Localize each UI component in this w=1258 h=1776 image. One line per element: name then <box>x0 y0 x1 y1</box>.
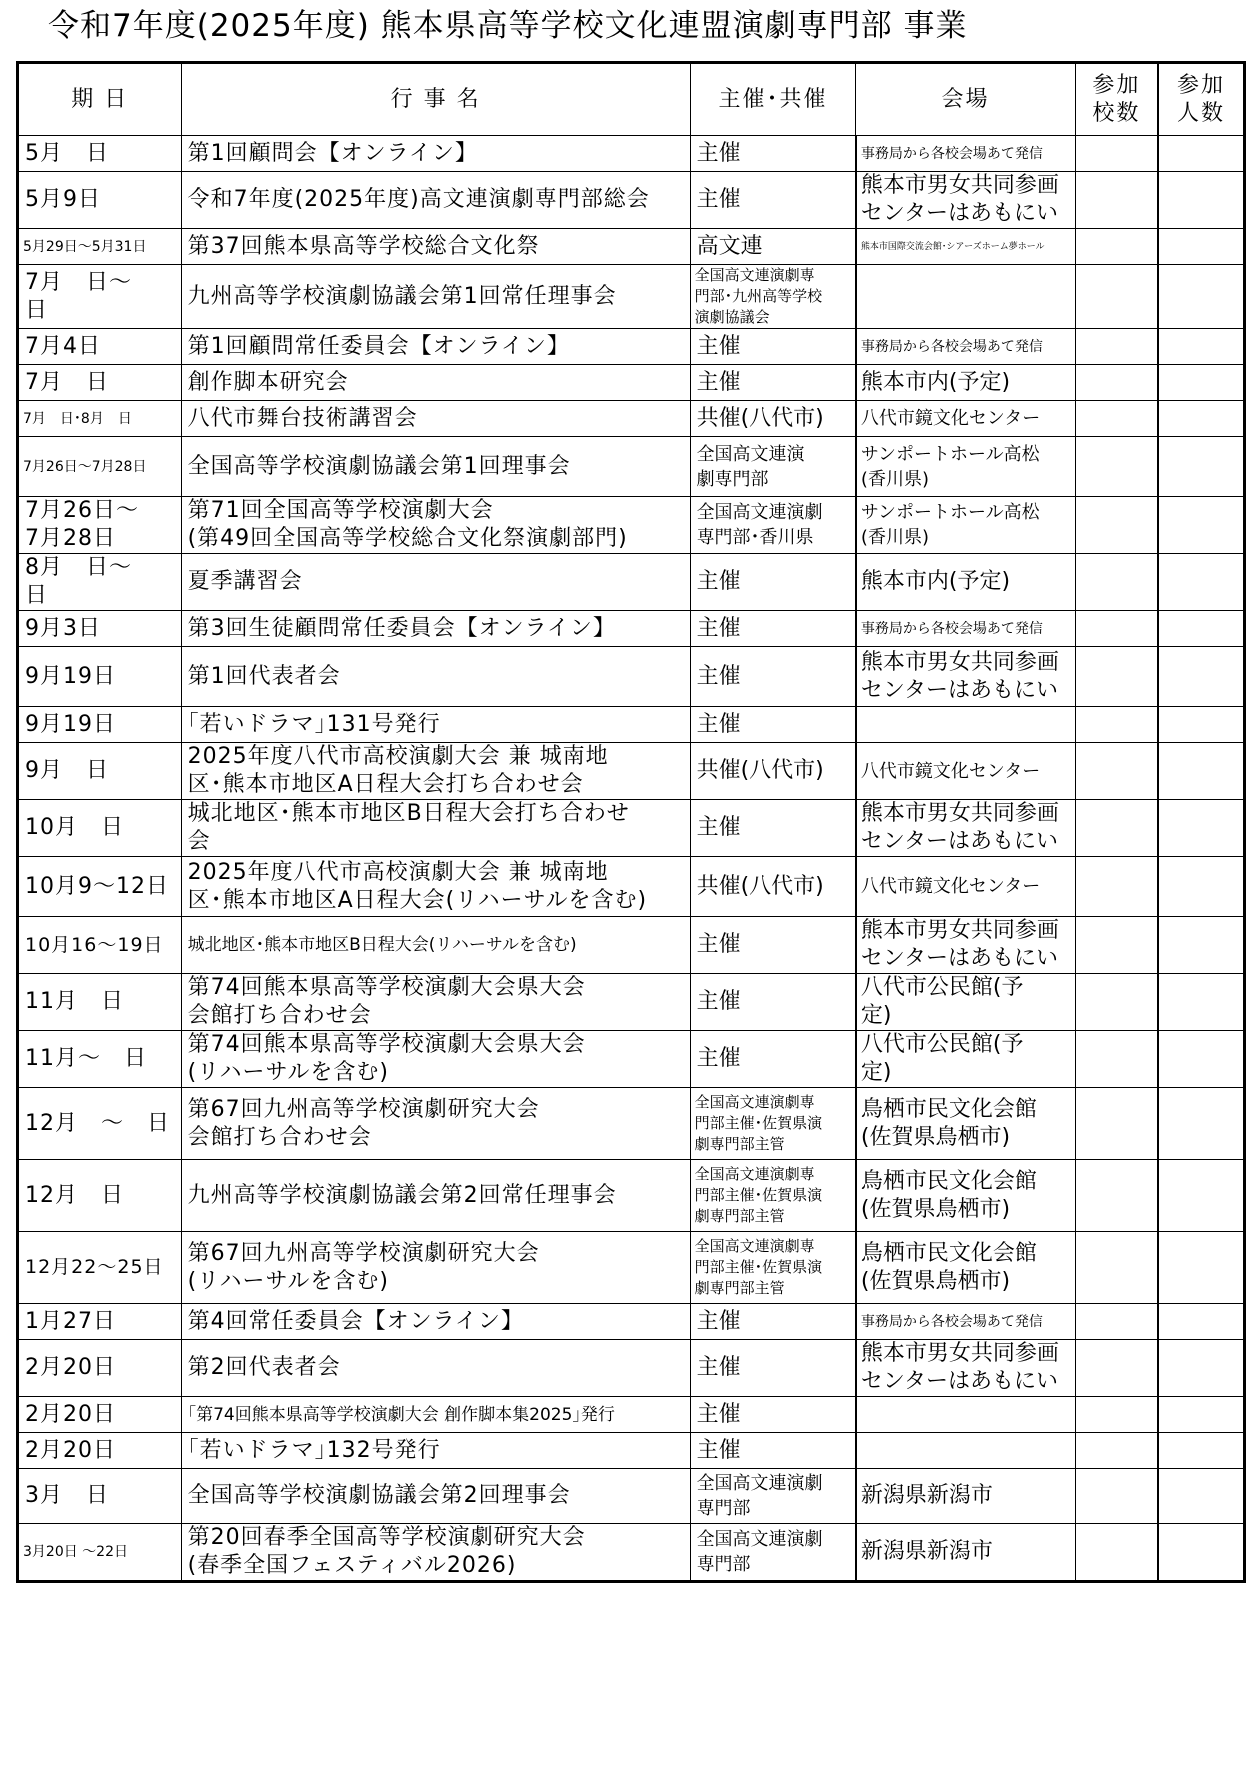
event-cell: 八代市舞台技術講習会 <box>181 401 690 437</box>
table-row <box>18 1397 1245 1433</box>
venue-cell <box>856 265 1075 329</box>
header-date: 期 日 <box>18 63 182 136</box>
people-cell <box>1158 974 1244 1031</box>
table-row <box>18 917 1245 974</box>
schools-cell <box>1075 172 1158 229</box>
organizer-cell: 共催(八代市) <box>690 401 856 437</box>
schools-cell <box>1075 136 1158 172</box>
date-cell: 2月20日 <box>18 1433 182 1469</box>
venue-cell: 熊本市男女共同参画 センターはあもにい <box>856 172 1075 229</box>
date-cell: 7月4日 <box>18 329 182 365</box>
event-cell: 九州高等学校演劇協議会第1回常任理事会 <box>181 265 690 329</box>
organizer-cell: 主催 <box>690 611 856 647</box>
date-cell: 11月 日 <box>18 974 182 1031</box>
schools-cell <box>1075 229 1158 265</box>
table-row <box>18 497 1245 554</box>
event-cell: 第20回春季全国高等学校演劇研究大会 (春季全国フェスティバル2026) <box>181 1524 690 1582</box>
date-cell: 7月 日･8月 日 <box>18 401 182 437</box>
venue-cell: 新潟県新潟市 <box>856 1524 1075 1582</box>
header-schools: 参加 校数 <box>1075 63 1158 136</box>
venue-cell <box>856 707 1075 743</box>
organizer-cell: 主催 <box>690 1397 856 1433</box>
people-cell <box>1158 265 1244 329</box>
people-cell <box>1158 1232 1244 1304</box>
date-cell: 9月19日 <box>18 707 182 743</box>
people-cell <box>1158 401 1244 437</box>
header-event: 行 事 名 <box>181 63 690 136</box>
organizer-cell: 主催 <box>690 1304 856 1340</box>
schools-cell <box>1075 1232 1158 1304</box>
people-cell <box>1158 136 1244 172</box>
event-cell: 第74回熊本県高等学校演劇大会県大会 (リハーサルを含む) <box>181 1031 690 1088</box>
people-cell <box>1158 743 1244 800</box>
table-row <box>18 136 1245 172</box>
schools-cell <box>1075 707 1158 743</box>
header-venue: 会場 <box>856 63 1075 136</box>
event-cell: 城北地区･熊本市地区B日程大会(リハーサルを含む) <box>181 917 690 974</box>
schools-cell <box>1075 1469 1158 1524</box>
venue-cell: 鳥栖市民文化会館 (佐賀県鳥栖市) <box>856 1088 1075 1160</box>
event-cell: 2025年度八代市高校演劇大会 兼 城南地 区･熊本市地区A日程大会打ち合わせ会 <box>181 743 690 800</box>
people-cell <box>1158 857 1244 917</box>
people-cell <box>1158 554 1244 611</box>
organizer-cell: 主催 <box>690 1340 856 1397</box>
table-row <box>18 857 1245 917</box>
schools-cell <box>1075 974 1158 1031</box>
people-cell <box>1158 707 1244 743</box>
schools-cell <box>1075 329 1158 365</box>
venue-cell <box>856 1397 1075 1433</box>
event-cell: 2025年度八代市高校演劇大会 兼 城南地 区･熊本市地区A日程大会(リハーサルを含む) <box>181 857 690 917</box>
schools-cell <box>1075 1433 1158 1469</box>
people-cell <box>1158 1340 1244 1397</box>
people-cell <box>1158 917 1244 974</box>
date-cell: 5月29日〜5月31日 <box>18 229 182 265</box>
table-row <box>18 1304 1245 1340</box>
table-row <box>18 1469 1245 1524</box>
event-cell: 第74回熊本県高等学校演劇大会県大会 会館打ち合わせ会 <box>181 974 690 1031</box>
date-cell: 7月 日〜 日 <box>18 265 182 329</box>
events-table <box>16 61 1246 1583</box>
venue-cell: 事務局から各校会場あて発信 <box>856 611 1075 647</box>
venue-cell: サンポートホール高松 (香川県) <box>856 437 1075 497</box>
table-row <box>18 1031 1245 1088</box>
event-cell: 城北地区･熊本市地区B日程大会打ち合わせ 会 <box>181 800 690 857</box>
event-cell: 第67回九州高等学校演劇研究大会 (リハーサルを含む) <box>181 1232 690 1304</box>
venue-cell: 八代市公民館(予 定) <box>856 1031 1075 1088</box>
date-cell: 2月20日 <box>18 1397 182 1433</box>
event-cell: 第67回九州高等学校演劇研究大会 会館打ち合わせ会 <box>181 1088 690 1160</box>
date-cell: 1月27日 <box>18 1304 182 1340</box>
header-organizer: 主催･共催 <box>690 63 856 136</box>
table-row <box>18 1524 1245 1582</box>
venue-cell: 熊本市内(予定) <box>856 365 1075 401</box>
schools-cell <box>1075 611 1158 647</box>
table-row <box>18 1232 1245 1304</box>
organizer-cell: 主催 <box>690 800 856 857</box>
schools-cell <box>1075 265 1158 329</box>
event-cell: 全国高等学校演劇協議会第2回理事会 <box>181 1469 690 1524</box>
people-cell <box>1158 647 1244 707</box>
schools-cell <box>1075 1340 1158 1397</box>
table-row <box>18 800 1245 857</box>
venue-cell: 事務局から各校会場あて発信 <box>856 329 1075 365</box>
venue-cell: 熊本市男女共同参画 センターはあもにい <box>856 800 1075 857</box>
table-row <box>18 329 1245 365</box>
people-cell <box>1158 1031 1244 1088</box>
table-row <box>18 401 1245 437</box>
schools-cell <box>1075 743 1158 800</box>
table-row <box>18 707 1245 743</box>
people-cell <box>1158 229 1244 265</box>
event-cell: 第3回生徒顧問常任委員会【オンライン】 <box>181 611 690 647</box>
organizer-cell: 主催 <box>690 974 856 1031</box>
schools-cell <box>1075 554 1158 611</box>
organizer-cell: 共催(八代市) <box>690 743 856 800</box>
event-cell: 令和7年度(2025年度)高文連演劇専門部総会 <box>181 172 690 229</box>
schools-cell <box>1075 917 1158 974</box>
organizer-cell: 主催 <box>690 707 856 743</box>
date-cell: 9月19日 <box>18 647 182 707</box>
organizer-cell: 全国高文連演 劇専門部 <box>690 437 856 497</box>
date-cell: 10月16〜19日 <box>18 917 182 974</box>
date-cell: 10月 日 <box>18 800 182 857</box>
event-cell: 第71回全国高等学校演劇大会 (第49回全国高等学校総合文化祭演劇部門) <box>181 497 690 554</box>
event-cell: ｢第74回熊本県高等学校演劇大会 創作脚本集2025｣発行 <box>181 1397 690 1433</box>
venue-cell: 事務局から各校会場あて発信 <box>856 136 1075 172</box>
organizer-cell: 主催 <box>690 1433 856 1469</box>
people-cell <box>1158 1160 1244 1232</box>
organizer-cell: 高文連 <box>690 229 856 265</box>
organizer-cell: 主催 <box>690 365 856 401</box>
table-row <box>18 437 1245 497</box>
schools-cell <box>1075 1088 1158 1160</box>
organizer-cell: 主催 <box>690 329 856 365</box>
schools-cell <box>1075 857 1158 917</box>
schools-cell <box>1075 365 1158 401</box>
event-cell: ｢若いドラマ｣132号発行 <box>181 1433 690 1469</box>
schools-cell <box>1075 647 1158 707</box>
date-cell: 3月20日 〜22日 <box>18 1524 182 1582</box>
event-cell: 第1回代表者会 <box>181 647 690 707</box>
event-cell: 第4回常任委員会【オンライン】 <box>181 1304 690 1340</box>
venue-cell <box>856 1433 1075 1469</box>
schools-cell <box>1075 1031 1158 1088</box>
venue-cell: 熊本市国際交流会館･シアーズホーム夢ホール <box>856 229 1075 265</box>
event-cell: 第1回顧問常任委員会【オンライン】 <box>181 329 690 365</box>
venue-cell: 新潟県新潟市 <box>856 1469 1075 1524</box>
event-cell: 第1回顧問会【オンライン】 <box>181 136 690 172</box>
schools-cell <box>1075 1304 1158 1340</box>
schools-cell <box>1075 401 1158 437</box>
table-row <box>18 743 1245 800</box>
people-cell <box>1158 172 1244 229</box>
organizer-cell: 共催(八代市) <box>690 857 856 917</box>
event-cell: ｢若いドラマ｣131号発行 <box>181 707 690 743</box>
people-cell <box>1158 437 1244 497</box>
people-cell <box>1158 497 1244 554</box>
organizer-cell: 全国高文連演劇 専門部 <box>690 1524 856 1582</box>
venue-cell: 熊本市男女共同参画 センターはあもにい <box>856 917 1075 974</box>
organizer-cell: 主催 <box>690 136 856 172</box>
event-cell: 全国高等学校演劇協議会第1回理事会 <box>181 437 690 497</box>
schools-cell <box>1075 1524 1158 1582</box>
people-cell <box>1158 1088 1244 1160</box>
event-cell: 第2回代表者会 <box>181 1340 690 1397</box>
header-people: 参加 人数 <box>1158 63 1244 136</box>
table-row <box>18 974 1245 1031</box>
page-title: 令和7年度(2025年度) 熊本県高等学校文化連盟演劇専門部 事業 <box>48 8 968 44</box>
table-row <box>18 172 1245 229</box>
venue-cell: 八代市公民館(予 定) <box>856 974 1075 1031</box>
organizer-cell: 全国高文連演劇 専門部･香川県 <box>690 497 856 554</box>
people-cell <box>1158 1397 1244 1433</box>
date-cell: 7月26日〜7月28日 <box>18 437 182 497</box>
venue-cell: 熊本市内(予定) <box>856 554 1075 611</box>
date-cell: 2月20日 <box>18 1340 182 1397</box>
event-cell: 夏季講習会 <box>181 554 690 611</box>
table-row <box>18 647 1245 707</box>
table-row <box>18 1433 1245 1469</box>
table-row <box>18 365 1245 401</box>
date-cell: 9月 日 <box>18 743 182 800</box>
date-cell: 3月 日 <box>18 1469 182 1524</box>
organizer-cell: 主催 <box>690 1031 856 1088</box>
date-cell: 12月 日 <box>18 1160 182 1232</box>
organizer-cell: 全国高文連演劇専 門部主催･佐賀県演 劇専門部主管 <box>690 1160 856 1232</box>
header-row <box>18 63 1245 136</box>
venue-cell: 熊本市男女共同参画 センターはあもにい <box>856 647 1075 707</box>
date-cell: 12月 〜 日 <box>18 1088 182 1160</box>
venue-cell: 八代市鏡文化センター <box>856 401 1075 437</box>
date-cell: 7月 日 <box>18 365 182 401</box>
organizer-cell: 主催 <box>690 917 856 974</box>
table-row <box>18 1088 1245 1160</box>
people-cell <box>1158 365 1244 401</box>
date-cell: 9月3日 <box>18 611 182 647</box>
organizer-cell: 主催 <box>690 647 856 707</box>
people-cell <box>1158 800 1244 857</box>
table-row <box>18 229 1245 265</box>
schools-cell <box>1075 437 1158 497</box>
event-cell: 第37回熊本県高等学校総合文化祭 <box>181 229 690 265</box>
people-cell <box>1158 1433 1244 1469</box>
table-row <box>18 265 1245 329</box>
schools-cell <box>1075 800 1158 857</box>
people-cell <box>1158 329 1244 365</box>
organizer-cell: 全国高文連演劇専 門部主催･佐賀県演 劇専門部主管 <box>690 1088 856 1160</box>
event-cell: 創作脚本研究会 <box>181 365 690 401</box>
people-cell <box>1158 1304 1244 1340</box>
event-cell: 九州高等学校演劇協議会第2回常任理事会 <box>181 1160 690 1232</box>
date-cell: 5月 日 <box>18 136 182 172</box>
schools-cell <box>1075 1160 1158 1232</box>
venue-cell: 八代市鏡文化センター <box>856 857 1075 917</box>
date-cell: 11月〜 日 <box>18 1031 182 1088</box>
organizer-cell: 主催 <box>690 172 856 229</box>
venue-cell: 鳥栖市民文化会館 (佐賀県鳥栖市) <box>856 1160 1075 1232</box>
date-cell: 5月9日 <box>18 172 182 229</box>
date-cell: 7月26日〜 7月28日 <box>18 497 182 554</box>
venue-cell: 事務局から各校会場あて発信 <box>856 1304 1075 1340</box>
date-cell: 12月22〜25日 <box>18 1232 182 1304</box>
venue-cell: 熊本市男女共同参画 センターはあもにい <box>856 1340 1075 1397</box>
venue-cell: サンポートホール高松 (香川県) <box>856 497 1075 554</box>
schools-cell <box>1075 497 1158 554</box>
organizer-cell: 全国高文連演劇専 門部主催･佐賀県演 劇専門部主管 <box>690 1232 856 1304</box>
people-cell <box>1158 611 1244 647</box>
date-cell: 8月 日〜 日 <box>18 554 182 611</box>
organizer-cell: 主催 <box>690 554 856 611</box>
people-cell <box>1158 1524 1244 1582</box>
venue-cell: 八代市鏡文化センター <box>856 743 1075 800</box>
people-cell <box>1158 1469 1244 1524</box>
organizer-cell: 全国高文連演劇 専門部 <box>690 1469 856 1524</box>
schools-cell <box>1075 1397 1158 1433</box>
table-row <box>18 554 1245 611</box>
venue-cell: 鳥栖市民文化会館 (佐賀県鳥栖市) <box>856 1232 1075 1304</box>
table-row <box>18 611 1245 647</box>
organizer-cell: 全国高文連演劇専 門部･九州高等学校 演劇協議会 <box>690 265 856 329</box>
table-row <box>18 1340 1245 1397</box>
table-row <box>18 1160 1245 1232</box>
date-cell: 10月9〜12日 <box>18 857 182 917</box>
